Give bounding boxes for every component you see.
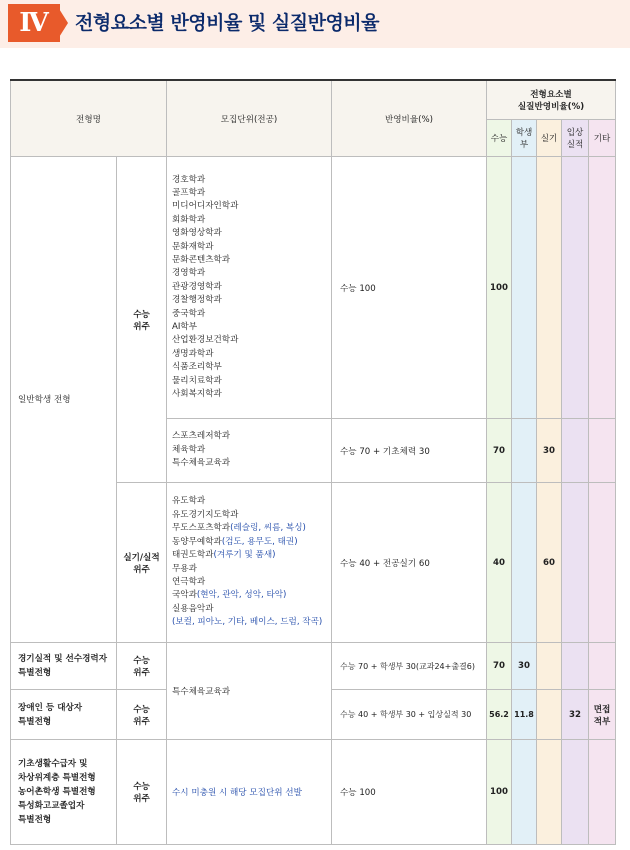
silgi-basic xyxy=(537,740,562,845)
dept-name: 태권도학과 xyxy=(172,550,214,561)
dept-item: 관광경영학과 xyxy=(172,281,222,292)
type-label-2: 위주 xyxy=(133,564,150,575)
haksaengbu-basic xyxy=(512,740,537,845)
row-general-type2 xyxy=(117,483,167,643)
dept-item: 영화영상학과 xyxy=(172,228,222,239)
name-line: 농어촌학생 특별전형 xyxy=(18,787,96,797)
haksaengbu-general-3 xyxy=(512,483,537,643)
name-line: 특별전형 xyxy=(18,815,52,825)
header-haksaengbu-2: 부 xyxy=(519,140,529,150)
page-title: 전형요소별 반영비율 및 실질반영비율 xyxy=(75,12,380,34)
dept-item: 생명과학과 xyxy=(172,348,214,359)
dept-item: 스포츠레저학과 xyxy=(172,431,231,442)
silgi-disabled xyxy=(537,690,562,740)
suneung-disabled: 56.2 xyxy=(487,690,512,740)
section-header xyxy=(0,0,630,48)
haksaengbu-general-1 xyxy=(512,157,537,419)
dept-list-general-1 xyxy=(167,157,332,419)
dept-item: 유도경기지도학과 xyxy=(172,509,239,520)
suneung-athlete: 70 xyxy=(487,643,512,690)
dept-item: 물리치료학과 xyxy=(172,375,222,386)
dept-item xyxy=(172,589,331,602)
type-label-1: 수능 xyxy=(133,309,150,320)
dept-major: (검도, 용무도, 태권) xyxy=(221,536,298,547)
header-silgi: 실기 xyxy=(537,120,562,157)
type-label-2: 위주 xyxy=(133,794,150,804)
row-disabled-name xyxy=(11,690,117,740)
dept-name: 동양무예학과 xyxy=(172,536,222,547)
type-label-2: 위주 xyxy=(133,716,150,727)
badge-arrow-icon xyxy=(56,4,68,42)
dept-list-general-2 xyxy=(167,419,332,483)
dept-item: 무용과 xyxy=(172,563,197,574)
header-ipsang xyxy=(562,120,589,157)
row-basic-type xyxy=(117,740,167,845)
haksaengbu-athlete: 30 xyxy=(512,643,537,690)
header-ratio: 반영비율(%) xyxy=(332,80,487,157)
header-suneung: 수능 xyxy=(487,120,512,157)
type-label-1: 수능 xyxy=(133,656,150,666)
type-label-1: 수능 xyxy=(133,782,150,792)
ipsang-general-1 xyxy=(562,157,589,419)
type-label-2: 위주 xyxy=(133,321,150,332)
row-athlete-name xyxy=(11,643,117,690)
type-label-2: 위주 xyxy=(133,668,150,678)
haksaengbu-general-2 xyxy=(512,419,537,483)
suneung-general-1: 100 xyxy=(487,157,512,419)
type-label-1: 수능 xyxy=(133,704,150,715)
row-general-name: 일반학생 전형 xyxy=(11,157,117,643)
dept-item xyxy=(172,522,331,535)
dept-item: 미디어디자인학과 xyxy=(172,201,239,212)
silgi-general-3: 60 xyxy=(537,483,562,643)
gita-general-3 xyxy=(589,483,616,643)
dept-item: 회화학과 xyxy=(172,214,206,225)
gita-disabled xyxy=(589,690,616,740)
name-line: 차상위계층 특별전형 xyxy=(18,773,96,783)
type-label-1: 실기/실적 xyxy=(123,552,160,563)
suneung-general-3: 40 xyxy=(487,483,512,643)
dept-item: AI학부 xyxy=(172,322,198,333)
dept-item: 경호학과 xyxy=(172,174,206,185)
gita-athlete xyxy=(589,643,616,690)
dept-item: 실용음악과 xyxy=(172,603,214,614)
dept-major: (현악, 관악, 성악, 타악) xyxy=(196,590,287,601)
silgi-general-2: 30 xyxy=(537,419,562,483)
header-real-line2: 실질반영비율(%) xyxy=(517,102,585,112)
dept-item: 체육학과 xyxy=(172,444,206,455)
ratio-general-1: 수능 100 xyxy=(332,157,487,419)
ipsang-general-2 xyxy=(562,419,589,483)
gita-line: 면접 xyxy=(593,704,611,715)
section-number-badge: Ⅳ xyxy=(8,4,60,42)
dept-item: 유도학과 xyxy=(172,496,206,507)
dept-item: 식품조리학부 xyxy=(172,362,222,373)
gita-line: 적부 xyxy=(593,716,611,727)
silgi-athlete xyxy=(537,643,562,690)
dept-major: (겨루기 및 품새) xyxy=(213,550,276,561)
gita-general-2 xyxy=(589,419,616,483)
header-real-line1: 전형요소별 xyxy=(530,90,572,100)
header-haksaengbu-1: 학생 xyxy=(515,128,533,138)
row-basic-name xyxy=(11,740,117,845)
haksaengbu-disabled: 11.8 xyxy=(512,690,537,740)
header-haksaengbu xyxy=(512,120,537,157)
row-general-type1 xyxy=(117,157,167,483)
name-line: 경기실적 및 선수경력자 xyxy=(18,654,107,664)
dept-item: 문화콘텐츠학과 xyxy=(172,254,231,265)
row-disabled-type xyxy=(117,690,167,740)
dept-item xyxy=(172,536,331,549)
header-ipsang-1: 입상 xyxy=(566,128,584,138)
silgi-general-1 xyxy=(537,157,562,419)
ipsang-athlete xyxy=(562,643,589,690)
name-line: 특별전형 xyxy=(18,716,52,727)
ratio-general-3: 수능 40 + 전공실기 60 xyxy=(332,483,487,643)
ratio-basic: 수능 100 xyxy=(332,740,487,845)
dept-name: 무도스포츠학과 xyxy=(172,523,231,534)
dept-list-general-3 xyxy=(167,483,332,643)
dept-item: 산업환경보건학과 xyxy=(172,335,239,346)
dept-item: 중국학과 xyxy=(172,308,206,319)
ratio-general-2: 수능 70 + 기초체력 30 xyxy=(332,419,487,483)
dept-item: 경찰행정학과 xyxy=(172,295,222,306)
dept-item: 경영학과 xyxy=(172,268,206,279)
dept-item: 사회복지학과 xyxy=(172,389,222,400)
name-line: 특성화고교졸업자 xyxy=(18,801,85,811)
name-line: 기초생활수급자 및 xyxy=(18,759,88,769)
unit-athlete-disabled: 특수체육교육과 xyxy=(167,643,332,740)
ratio-table xyxy=(10,79,616,845)
header-gita: 기타 xyxy=(589,120,616,157)
row-athlete-type xyxy=(117,643,167,690)
gita-basic xyxy=(589,740,616,845)
ipsang-basic xyxy=(562,740,589,845)
dept-item: 골프학과 xyxy=(172,187,206,198)
gita-general-1 xyxy=(589,157,616,419)
ratio-athlete: 수능 70 + 학생부 30(교과24+출결6) xyxy=(332,643,487,690)
dept-item: 연극학과 xyxy=(172,576,206,587)
dept-item: 특수체육교육과 xyxy=(172,458,231,469)
name-line: 장애인 등 대상자 xyxy=(18,702,83,713)
dept-major: (보컬, 피아노, 기타, 베이스, 드럼, 작곡) xyxy=(172,617,323,628)
dept-major: (레슬링, 씨름, 복싱) xyxy=(230,523,306,534)
unit-basic: 수시 미충원 시 해당 모집단위 선발 xyxy=(167,740,332,845)
suneung-basic: 100 xyxy=(487,740,512,845)
dept-item xyxy=(172,549,331,562)
ratio-disabled: 수능 40 + 학생부 30 + 입상실적 30 xyxy=(332,690,487,740)
name-line: 특별전형 xyxy=(18,668,52,678)
suneung-general-2: 70 xyxy=(487,419,512,483)
dept-item: 문화재학과 xyxy=(172,241,214,252)
ipsang-general-3 xyxy=(562,483,589,643)
header-name: 전형명 xyxy=(11,80,167,157)
ipsang-disabled: 32 xyxy=(562,690,589,740)
header-ipsang-2: 실적 xyxy=(566,140,584,150)
header-unit: 모집단위(전공) xyxy=(167,80,332,157)
dept-name: 국악과 xyxy=(172,590,197,601)
header-real-ratio xyxy=(487,80,616,120)
